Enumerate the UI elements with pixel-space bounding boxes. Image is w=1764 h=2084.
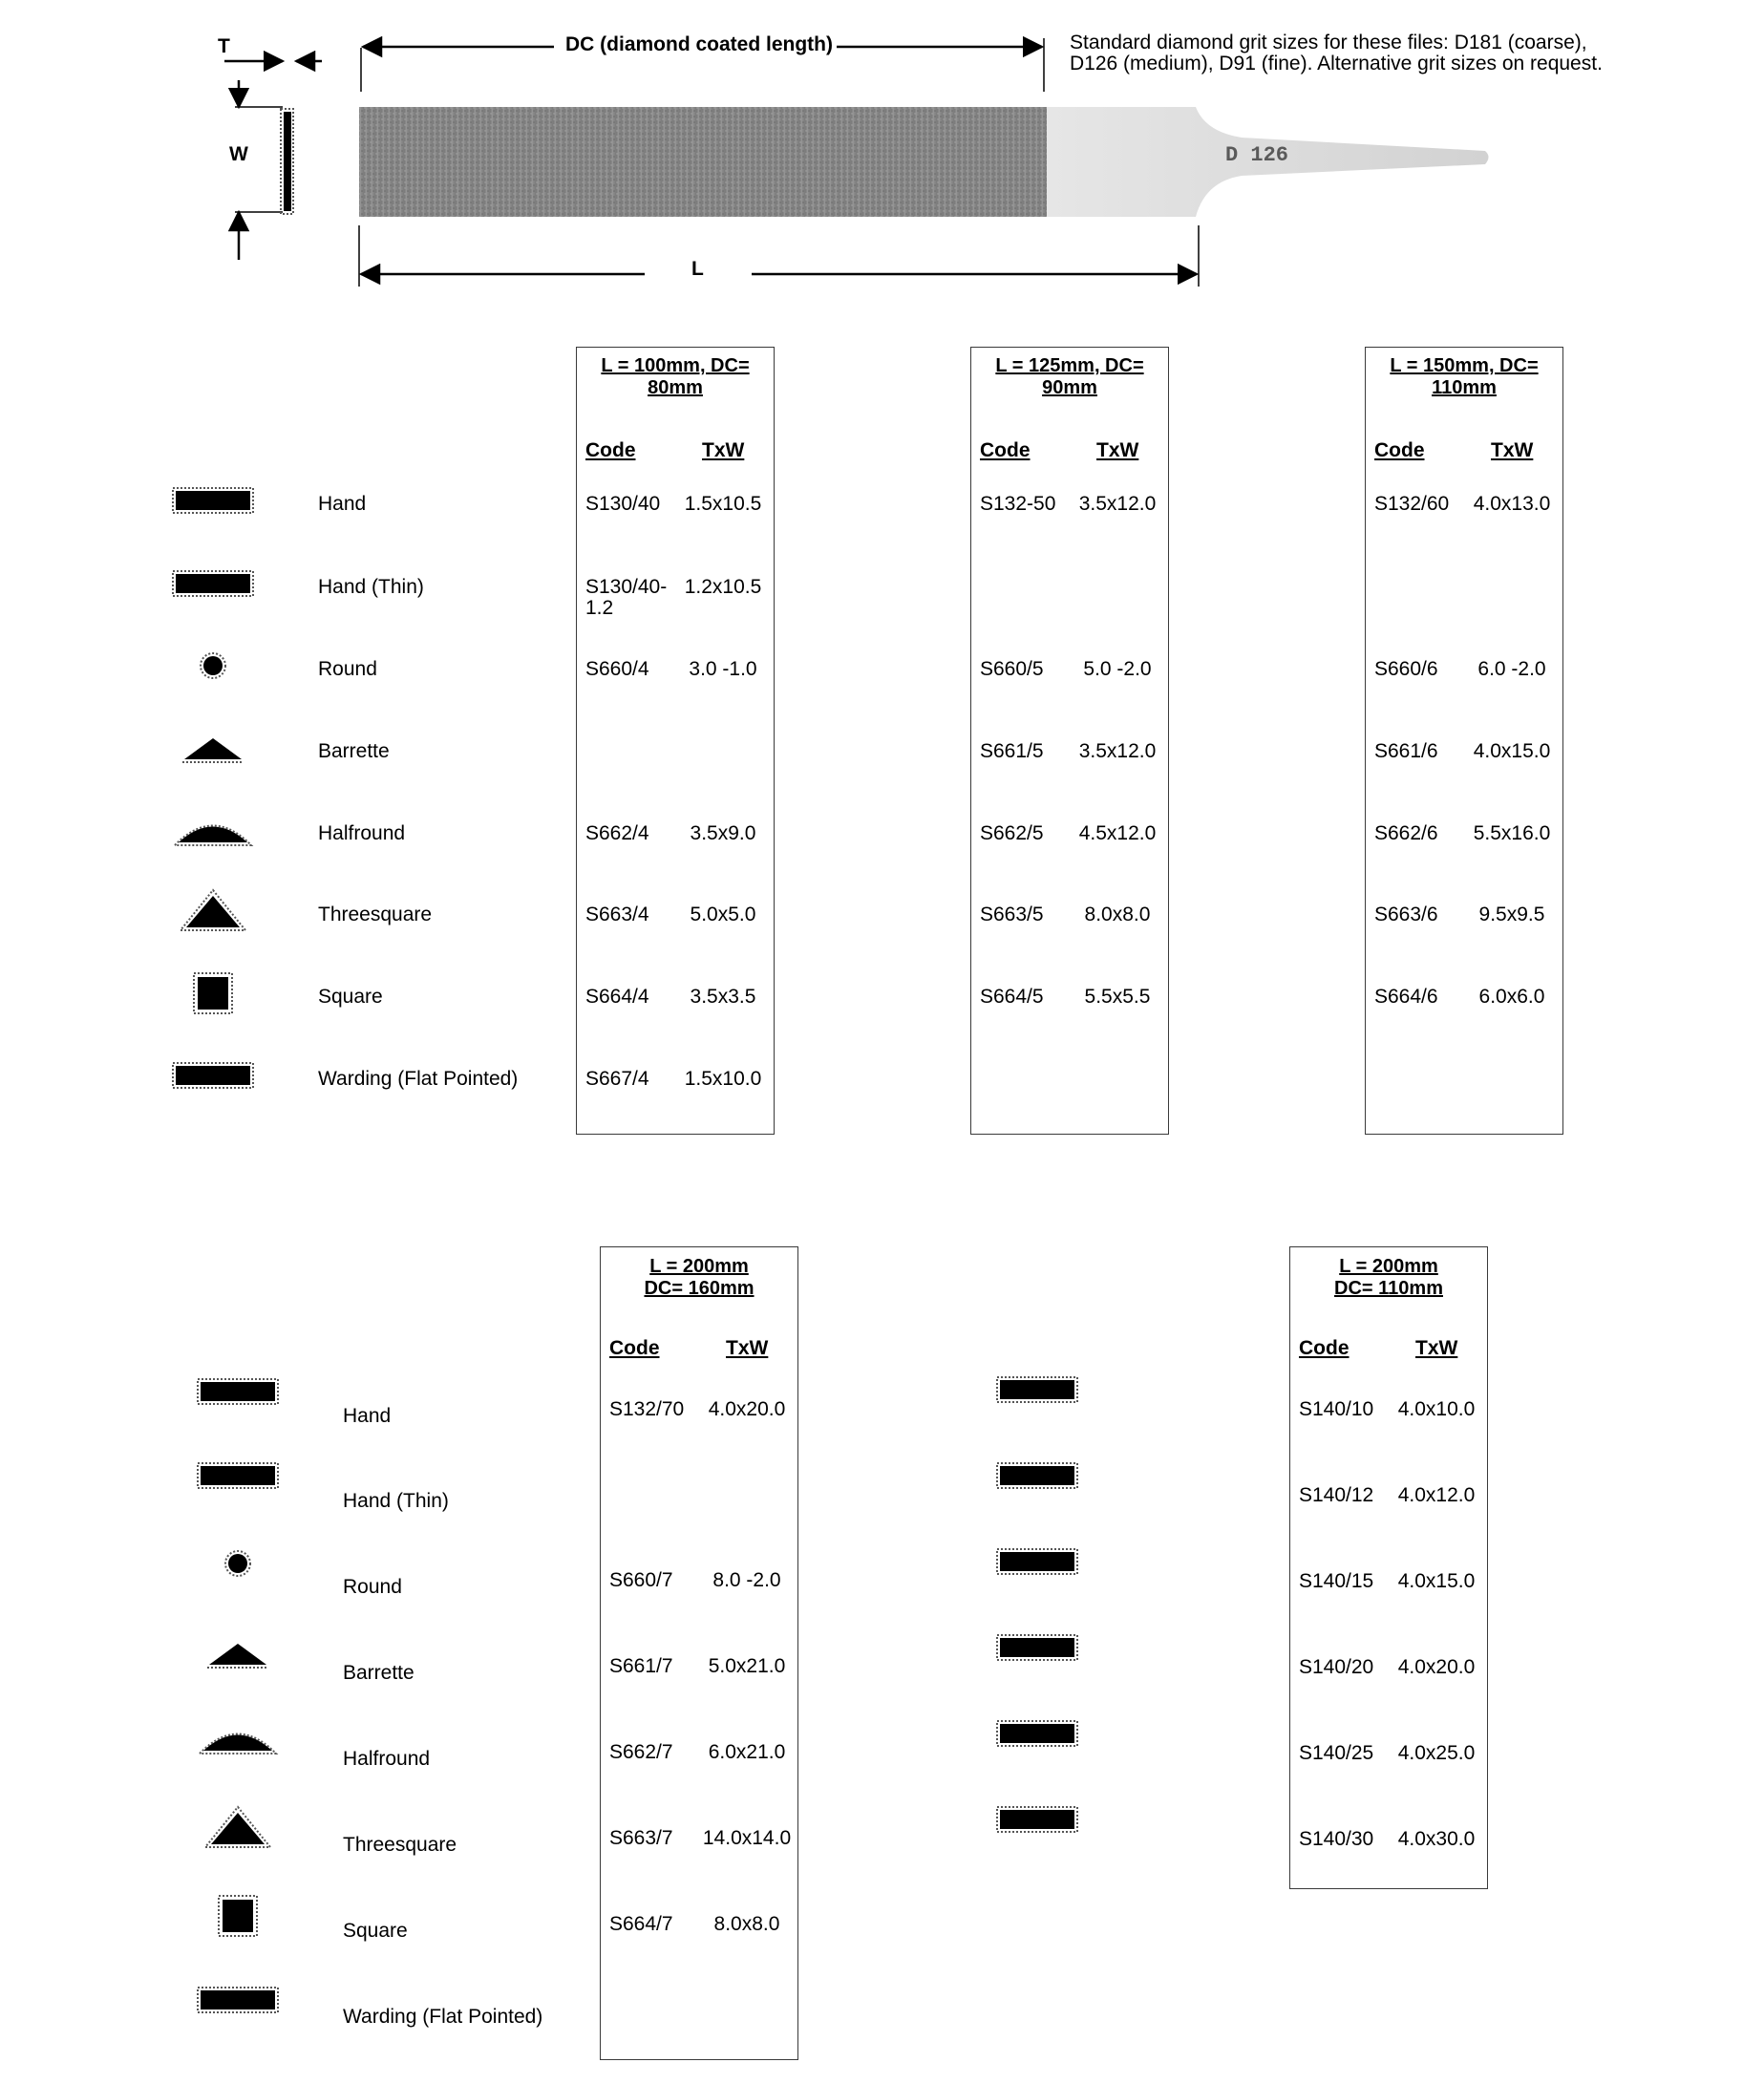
code-cell: S664/7 [609, 1913, 673, 1935]
row-label-round: Round [318, 658, 377, 680]
code-cell: S661/6 [1374, 740, 1438, 762]
table-header-line1: L = 125mm, DC= [995, 355, 1144, 376]
square-profile-icon [190, 1887, 286, 1945]
w-label: W [229, 143, 248, 165]
table-header-line1: L = 150mm, DC= [1390, 355, 1539, 376]
table-header-line1: L = 100mm, DC= [601, 355, 750, 376]
txw-cell: 4.0x20.0 [1397, 1656, 1476, 1678]
row-label-threesquare: Threesquare [318, 904, 433, 925]
rect-profile-icon [190, 1363, 286, 1420]
code-cell: S130/40 [585, 493, 661, 515]
code-cell: S661/7 [609, 1655, 673, 1677]
code-cell: S662/5 [980, 822, 1044, 844]
row-label-square: Square [318, 986, 383, 1008]
row-label-barrette: Barrette [343, 1662, 414, 1684]
txw-column-header: TxW [1096, 439, 1139, 461]
txw-cell: 6.0 -2.0 [1477, 658, 1546, 680]
rect-profile-icon [989, 1533, 1085, 1590]
dc-label: DC (diamond coated length) [565, 33, 833, 55]
code-cell: S663/6 [1374, 904, 1438, 925]
code-cell: S132/70 [609, 1398, 685, 1420]
txw-cell: 4.5x12.0 [1078, 822, 1157, 844]
txw-cell: 1.5x10.0 [684, 1068, 762, 1090]
barrette-profile-icon [190, 1625, 286, 1682]
code-cell: S664/6 [1374, 986, 1438, 1008]
code-cell: S140/25 [1299, 1742, 1374, 1764]
txw-cell: 4.0x15.0 [1473, 740, 1551, 762]
code-cell: S660/5 [980, 658, 1044, 680]
cross-section-bar [284, 112, 291, 211]
rect-profile-icon [190, 1971, 286, 2029]
txw-cell: 5.0x21.0 [708, 1655, 786, 1677]
txw-cell: 4.0x30.0 [1397, 1828, 1476, 1850]
code-cell: S660/7 [609, 1569, 673, 1591]
row-label-warding-flat-pointed: Warding (Flat Pointed) [318, 1068, 519, 1090]
file-grit-mark: D 126 [1225, 143, 1289, 167]
triangle-profile-icon [165, 883, 261, 940]
halfround-profile-icon [165, 801, 261, 859]
code-cell: S663/5 [980, 904, 1044, 925]
table-header-line2: 110mm [1432, 377, 1497, 398]
txw-cell: 8.0 -2.0 [712, 1569, 781, 1591]
row-label-hand: Hand [343, 1405, 392, 1427]
txw-cell: 4.0x25.0 [1397, 1742, 1476, 1764]
row-label-threesquare: Threesquare [343, 1834, 457, 1856]
rect-profile-icon [190, 1447, 286, 1504]
row-label-halfround: Halfround [318, 822, 406, 844]
grit-note-line2: D126 (medium), D91 (fine). Alternative grit sizes on request. [1070, 53, 1603, 74]
txw-cell: 8.0x8.0 [713, 1913, 780, 1935]
code-cell: S132/60 [1374, 493, 1450, 515]
code-column-header: Code [585, 439, 636, 461]
code-column-header: Code [609, 1337, 660, 1359]
l-label: L [691, 258, 704, 280]
txw-cell: 4.0x15.0 [1397, 1570, 1476, 1592]
table-l100 [576, 347, 775, 1135]
code-cell: S130/40- [585, 576, 668, 598]
code-cell: S140/15 [1299, 1570, 1374, 1592]
code-cell: S664/5 [980, 986, 1044, 1008]
round-profile-icon [190, 1535, 286, 1592]
row-label-hand-thin: Hand (Thin) [343, 1490, 449, 1512]
txw-cell: 3.5x9.0 [690, 822, 756, 844]
txw-column-header: TxW [1491, 439, 1534, 461]
table-header-line1: L = 200mm [1339, 1256, 1438, 1277]
code-cell: S664/4 [585, 986, 649, 1008]
rect-profile-icon [989, 1705, 1085, 1762]
rect-profile-icon [989, 1447, 1085, 1504]
table-l200-dc160 [600, 1246, 798, 2060]
txw-cell: 3.5x12.0 [1078, 740, 1157, 762]
txw-cell: 4.0x20.0 [708, 1398, 786, 1420]
code-cell: S140/10 [1299, 1398, 1374, 1420]
txw-cell: 1.2x10.5 [684, 576, 762, 598]
barrette-profile-icon [165, 719, 261, 776]
txw-column-header: TxW [702, 439, 745, 461]
txw-cell: 9.5x9.5 [1478, 904, 1545, 925]
txw-cell: 4.0x10.0 [1397, 1398, 1476, 1420]
square-profile-icon [165, 965, 261, 1022]
rect-profile-icon [989, 1619, 1085, 1676]
rect-profile-icon [165, 472, 261, 529]
rect-profile-icon [165, 555, 261, 612]
txw-cell: 5.0 -2.0 [1083, 658, 1152, 680]
row-label-hand-thin: Hand (Thin) [318, 576, 424, 598]
code-cell: S662/6 [1374, 822, 1438, 844]
code-cell: S660/6 [1374, 658, 1438, 680]
txw-cell: 4.0x13.0 [1473, 493, 1551, 515]
txw-cell: 1.5x10.5 [684, 493, 762, 515]
txw-cell: 8.0x8.0 [1084, 904, 1151, 925]
row-label-round: Round [343, 1576, 402, 1598]
txw-cell: 6.0x21.0 [708, 1741, 786, 1763]
row-label-barrette: Barrette [318, 740, 390, 762]
table-header-line1: L = 200mm [649, 1256, 749, 1277]
txw-cell: 5.0x5.0 [690, 904, 756, 925]
code-cell: S132-50 [980, 493, 1056, 515]
txw-column-header: TxW [726, 1337, 769, 1359]
triangle-profile-icon [190, 1799, 286, 1857]
txw-column-header: TxW [1415, 1337, 1458, 1359]
code-cell: S140/20 [1299, 1656, 1374, 1678]
code-cell: S662/7 [609, 1741, 673, 1763]
code-cell-continued: 1.2 [585, 597, 614, 619]
code-cell: S662/4 [585, 822, 649, 844]
table-header-line2: DC= 110mm [1334, 1278, 1443, 1299]
table-header-line2: DC= 160mm [644, 1278, 754, 1299]
row-label-halfround: Halfround [343, 1748, 431, 1770]
txw-cell: 5.5x16.0 [1473, 822, 1551, 844]
txw-cell: 3.0 -1.0 [689, 658, 757, 680]
code-cell: S140/30 [1299, 1828, 1374, 1850]
row-label-hand: Hand [318, 493, 367, 515]
txw-cell: 3.5x3.5 [690, 986, 756, 1008]
rect-profile-icon [989, 1791, 1085, 1848]
txw-cell: 4.0x12.0 [1397, 1484, 1476, 1506]
code-cell: S663/7 [609, 1827, 673, 1849]
code-cell: S661/5 [980, 740, 1044, 762]
txw-cell: 6.0x6.0 [1478, 986, 1545, 1008]
round-profile-icon [165, 637, 261, 694]
t-label: T [218, 35, 230, 57]
txw-cell: 3.5x12.0 [1078, 493, 1157, 515]
code-cell: S667/4 [585, 1068, 649, 1090]
table-header-line2: 80mm [648, 377, 703, 398]
row-label-square: Square [343, 1920, 408, 1942]
code-column-header: Code [1374, 439, 1425, 461]
halfround-profile-icon [190, 1710, 286, 1767]
rect-profile-icon [165, 1047, 261, 1104]
diamond-coated-section [359, 107, 1047, 217]
txw-cell: 5.5x5.5 [1084, 986, 1151, 1008]
code-cell: S663/4 [585, 904, 649, 925]
code-cell: S140/12 [1299, 1484, 1374, 1506]
code-cell: S660/4 [585, 658, 649, 680]
code-column-header: Code [980, 439, 1031, 461]
grit-note-line1: Standard diamond grit sizes for these files: D181 (coarse), [1070, 32, 1587, 53]
rect-profile-icon [989, 1361, 1085, 1418]
table-header-line2: 90mm [1042, 377, 1097, 398]
code-column-header: Code [1299, 1337, 1350, 1359]
txw-cell: 14.0x14.0 [702, 1827, 792, 1849]
row-label-warding-flat-pointed: Warding (Flat Pointed) [343, 2006, 543, 2028]
